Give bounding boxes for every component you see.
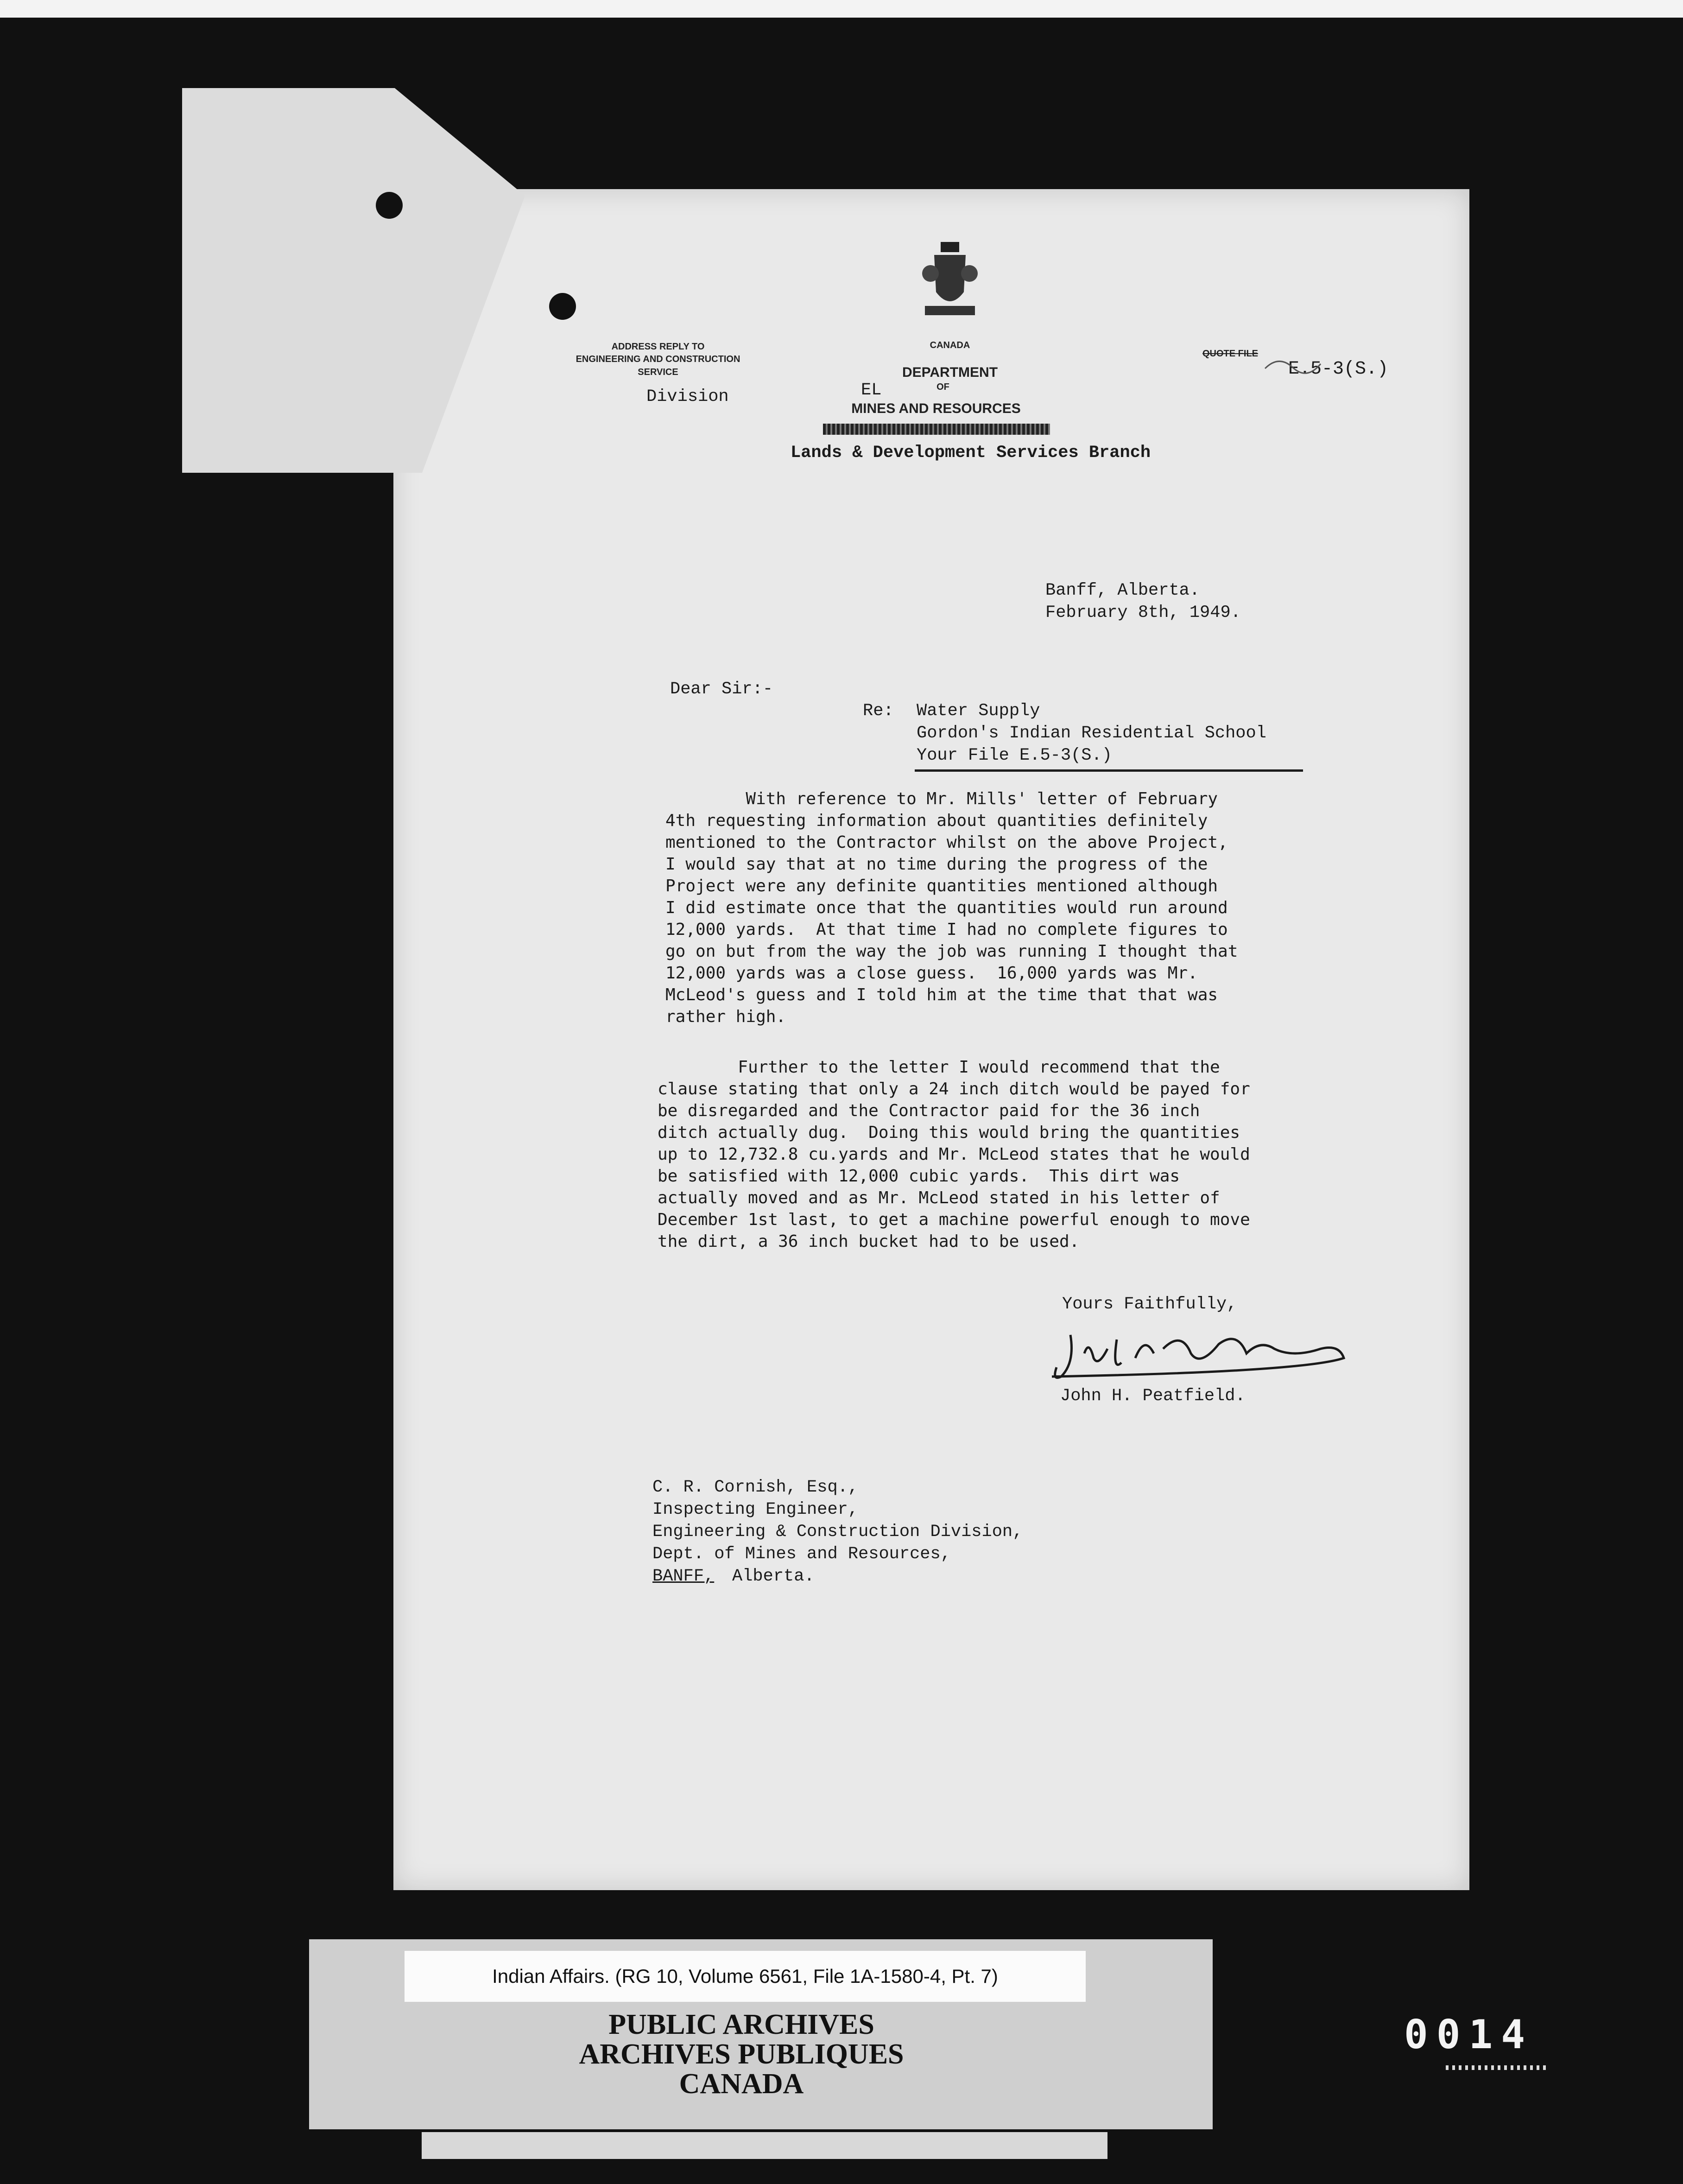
re-subject-line: Gordon's Indian Residential School	[917, 724, 1266, 743]
frame-number: 0014	[1404, 2012, 1534, 2058]
addressee-line: Inspecting Engineer,	[652, 1500, 859, 1519]
frame-counter-ticks	[1446, 2065, 1548, 2070]
re-subject-line: Water Supply	[917, 701, 1040, 721]
re-subject-line: Your File E.5-3(S.)	[917, 746, 1112, 765]
archive-stamp-line: CANADA	[679, 2068, 804, 2100]
reply-address-line: SERVICE	[638, 367, 678, 377]
addressee-line: Dept. of Mines and Resources,	[652, 1544, 951, 1564]
handwritten-mark	[1260, 345, 1455, 382]
department-label: DEPARTMENT	[902, 365, 998, 380]
letter-place: Banff, Alberta.	[1045, 581, 1200, 600]
re-label: Re:	[863, 701, 894, 721]
punch-hole	[376, 192, 403, 219]
signer-name: John H. Peatfield.	[1060, 1386, 1246, 1406]
reply-address-line: ENGINEERING AND CONSTRUCTION	[576, 354, 740, 364]
film-top-edge	[0, 0, 1683, 18]
letter-date: February 8th, 1949.	[1045, 603, 1241, 622]
quote-file-number: E.5-3(S.)	[1288, 359, 1389, 380]
reply-division: Division	[646, 387, 729, 406]
archive-stamp-line: PUBLIC ARCHIVES	[608, 2009, 874, 2040]
archive-stamp-line: ARCHIVES PUBLIQUES	[579, 2038, 904, 2070]
subject-underline	[915, 769, 1303, 772]
archive-stamp	[463, 2010, 1019, 2099]
quote-file-label: QUOTE FILE	[1202, 349, 1258, 359]
archive-reference: Indian Affairs. (RG 10, Volume 6561, File 1A-1580-4, Pt. 7)	[405, 1951, 1086, 2002]
addressee-line: Engineering & Construction Division,	[652, 1522, 1023, 1542]
addressee-province: Alberta.	[732, 1567, 815, 1586]
struck-out-text	[823, 424, 1050, 435]
addressee-line: C. R. Cornish, Esq.,	[652, 1478, 859, 1497]
ministry-label: MINES AND RESOURCES	[851, 401, 1021, 416]
salutation: Dear Sir:-	[670, 679, 773, 699]
coat-of-arms-icon	[920, 241, 980, 324]
branch-label: Lands & Development Services Branch	[791, 443, 1151, 463]
addressee-city: BANFF,	[652, 1567, 715, 1586]
film-label-edge	[422, 2132, 1107, 2159]
punch-hole	[549, 293, 576, 320]
letterhead-el: EL	[861, 381, 882, 400]
closing: Yours Faithfully,	[1062, 1295, 1237, 1314]
body-paragraph: Further to the letter I would recommend that the clause stating that only a 24 inch ditch would be payed for be disregarded and the Contractor paid for the 36 inch ditch actually dug. Doing this would bring the quantities up to 12,732.8 cu.yards and Mr. McLeod states that he would be satisfied with 12,000 cubic yards. This dirt was actually moved and as Mr. McLeod stated in his letter of December 1st last, to get a machine powerful enough to move the dirt, a 36 inch bucket had to be used.	[658, 1058, 1250, 1251]
country-label: CANADA	[930, 340, 970, 350]
letterhead-of: OF	[936, 382, 949, 392]
body-paragraph: With reference to Mr. Mills' letter of February 4th requesting information about quantities definitely mentioned to the Contractor whilst on the above Project, I would say that at no time during the progress of the Project were any definite quantities mentioned although I did estimate once that the quantities would run around 12,000 yards. At that time I had no complete figures to go on but from the way the job was running I thought that 12,000 yards was a close guess. 16,000 yards was Mr. McLeod's guess and I told him at the time that that was rather high.	[665, 789, 1238, 1026]
reply-address-line: ADDRESS REPLY TO	[611, 342, 705, 352]
